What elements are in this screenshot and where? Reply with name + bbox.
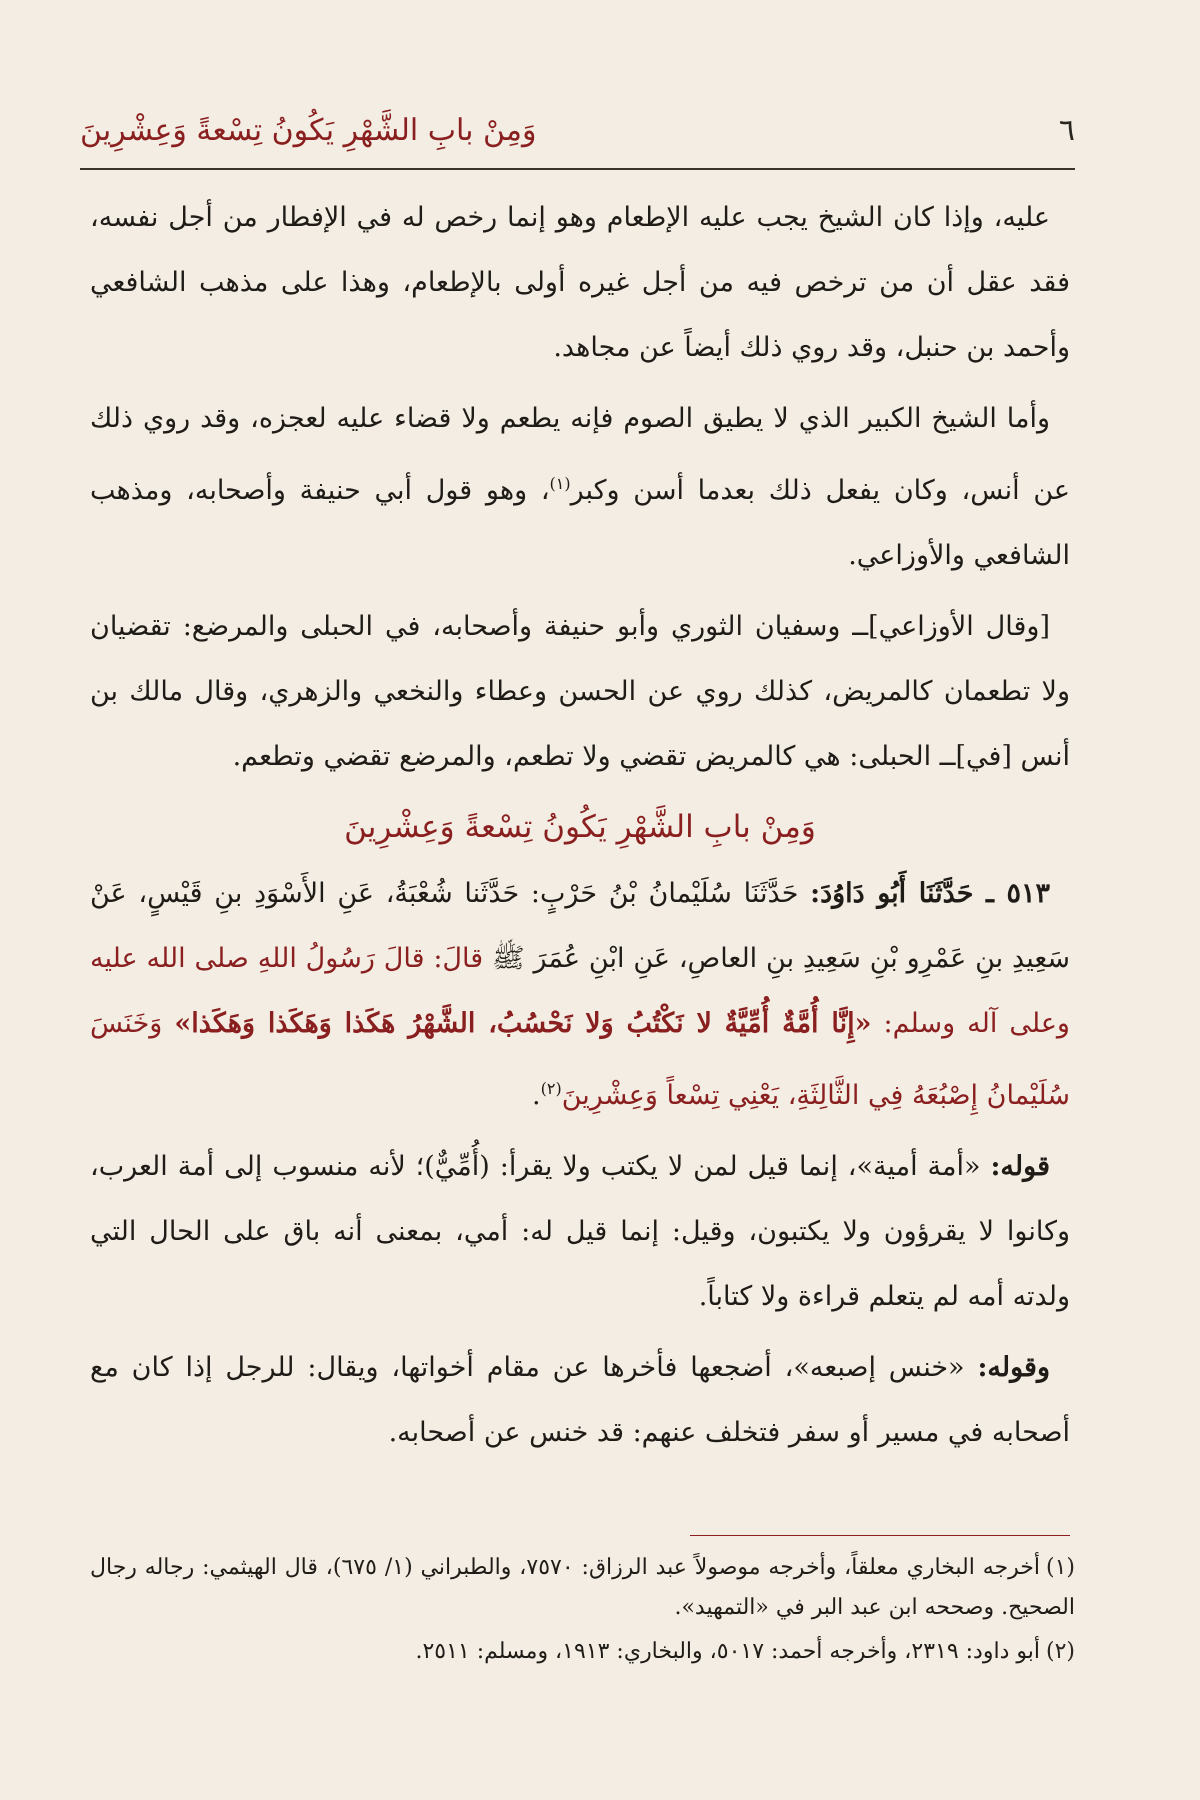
section-title: وَمِنْ بابِ الشَّهْرِ يَكُونُ تِسْعةً وَعِشْرِينَ <box>344 809 816 845</box>
paragraph-2-before: وأما الشيخ الكبير الذي لا يطيق الصوم فإنه يطعم ولا قضاء عليه لعجزه، وقد روي ذلك عن أنس، وكان يفعل ذلك بعدما أسن وكبر <box>90 403 1071 506</box>
main-text <box>90 185 1070 1471</box>
footnote-1 <box>90 1548 1075 1628</box>
running-title: وَمِنْ بابِ الشَّهْرِ يَكُونُ تِسْعةً وَعِشْرِينَ <box>80 112 537 148</box>
paragraph-2-after: ، وهو قول أبي حنيفة وأصحابه، ومذهب الشافعي والأوزاعي. <box>90 475 1070 571</box>
hadith-ending: وَخَنَسَ سُلَيْمانُ إِصْبُعَهُ فِي الثَّالِثَةِ، يَعْنِي تِسْعاً وَعِشْرِينَ <box>90 1008 1070 1111</box>
footnote-1-text: أخرجه البخاري معلقاً، وأخرجه موصولاً عبد الرزاق: ٧٥٧٠، والطبراني (١/ ٦٧٥)، قال الهيثمي: رجاله رجال الصحيح. وصححه ابن عبد البر في «التمهيد». <box>90 1555 1075 1620</box>
page-number: ٦ <box>1058 112 1075 148</box>
paragraph-1: عليه، وإذا كان الشيخ يجب عليه الإطعام وهو إنما رخص له في الإفطار من أجل نفسه، فقد عقل أن من ترخص فيه من أجل غيره أولى بالإطعام، وهذا على مذهب الشافعي وأحمد بن حنبل، وقد روي ذلك أيضاً عن مجاهد. <box>90 202 1070 363</box>
page-header <box>80 100 1075 160</box>
footnote-2-text: أبو داود: ٢٣١٩، وأخرجه أحمد: ٥٠١٧، والبخاري: ١٩١٣، ومسلم: ٢٥١١. <box>415 1639 1040 1664</box>
hadith-number: ٥١٣ ـ حَدَّثَنَا أَبُو دَاوُدَ: <box>810 878 1050 909</box>
paragraph-3: [وقال الأوزاعي]ــ وسفيان الثوري وأبو حنيفة وأصحابه، في الحبلى والمرضع: تقضيان ولا تطعمان كالمريض، كذلك روي عن الحسن وعطاء والنخعي والزهري، وقال مالك بن أنس [في]ــ الحبلى: هي كالمريض تقضي ولا تطعم، والمرضع تقضي وتطعم. <box>90 611 1070 772</box>
footnote-2-number: (٢) <box>1045 1639 1075 1664</box>
hadith-tail: . <box>532 1080 541 1111</box>
paragraph-2 <box>90 386 1070 588</box>
hadith-isnad: حَدَّثَنَا سُلَيْمانُ بْنُ حَرْبٍ: حَدَّثَنا شُعْبَةُ، عَنِ الأَسْوَدِ بنِ قَيْسٍ، عَنْ سَعِيدِ بنِ عَمْرِو بْنِ سَعِيدِ بنِ العاصِ، عَنِ ابْنِ عُمَرَ ﷺ <box>90 878 1070 974</box>
footnotes <box>90 1548 1075 1676</box>
footnote-mark-2: (٢) <box>540 1079 562 1098</box>
commentary-2-label: وقوله: <box>977 1352 1050 1383</box>
commentary-1 <box>90 1134 1070 1329</box>
footnote-1-number: (١) <box>1046 1555 1076 1580</box>
commentary-1-text: «أمة أمية»، إنما قيل لمن لا يكتب ولا يقرأ: (أُمِّيٌّ)؛ لأنه منسوب إلى أمة العرب، وكانوا لا يقرؤون ولا يكتبون، وقيل: إنما قيل له: أمي، بمعنى أنه باق على الحال التي ولدته أمه لم يتعلم قراءة ولا كتاباً. <box>90 1151 1070 1312</box>
commentary-1-label: قوله: <box>990 1151 1050 1182</box>
hadith-paragraph <box>90 861 1070 1128</box>
footnote-2 <box>90 1632 1075 1672</box>
commentary-2-text: «خنس إصبعه»، أضجعها فأخرها عن مقام أخواتها، ويقال: للرجل إذا كان مع أصحابه في مسير أو سفر فتخلف عنهم: قد خنس عن أصحابه. <box>90 1352 1070 1448</box>
header-rule <box>80 168 1075 170</box>
hadith-matn: «إِنَّا أُمَّةٌ أُمِّيَّةٌ لا نَكْتُبُ وَلا نَحْسُبُ، الشَّهْرُ هَكَذا وَهَكَذا وَهَكَذا» <box>174 1008 872 1039</box>
footnote-rule <box>690 1535 1070 1536</box>
hadith-qal: قالَ: قالَ رَسُولُ اللهِ صلى الله عليه وعلى آله وسلم: <box>90 943 1070 1039</box>
footnote-mark-1: (١) <box>549 474 571 493</box>
commentary-2 <box>90 1335 1070 1465</box>
